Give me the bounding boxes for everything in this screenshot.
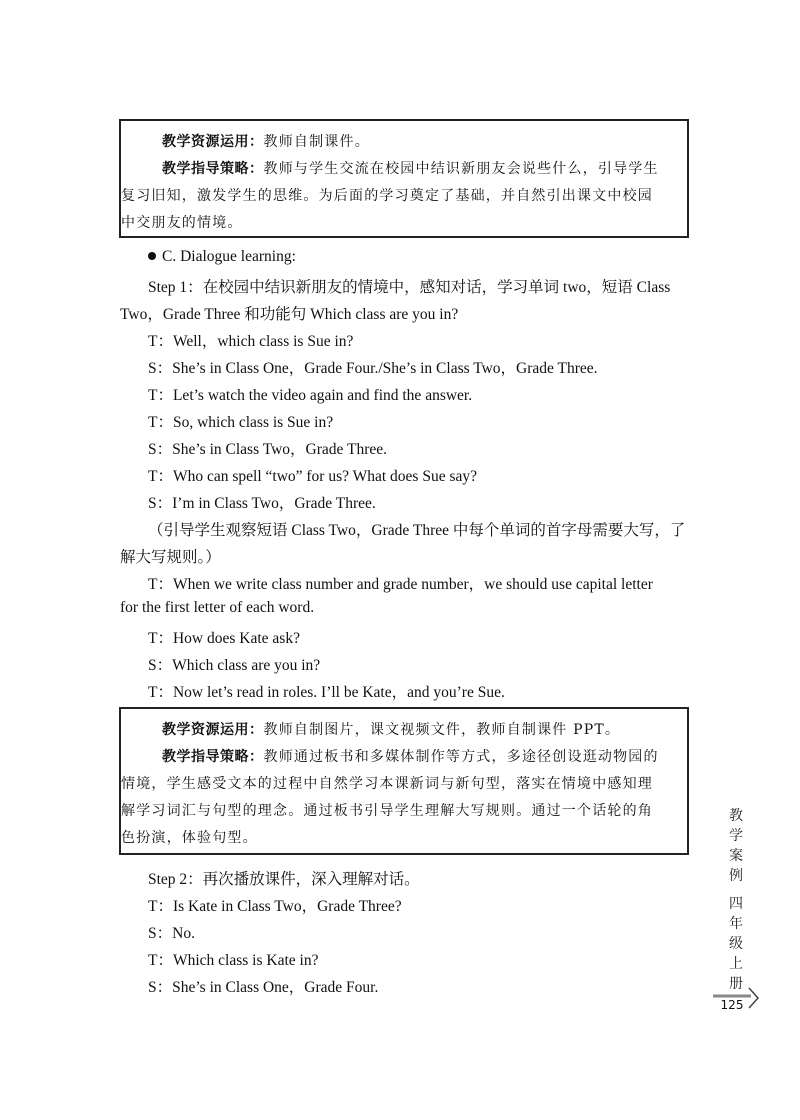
side-char: 学 (729, 828, 743, 844)
box2-text-strategy: 教师通过板书和多媒体制作等方式，多途径创设逛动物园的 (263, 749, 659, 765)
box2-lead-strategy: 教学指导策略： (162, 749, 264, 765)
box2-line-4: 解学习词汇与句型的理念。通过板书引导学生理解大写规则。通过一个话轮的角 (121, 803, 653, 819)
side-char: 上 (729, 956, 743, 972)
step1-line-2: Two，Grade Three 和功能句 Which class are you in? (120, 306, 459, 323)
box2-line-5: 色扮演，体验句型。 (121, 830, 258, 846)
box1-lead-strategy: 教学指导策略： (162, 161, 264, 177)
dialogue-line: S：She’s in Class One，Grade Four. (148, 979, 379, 996)
box1-line-3: 复习旧知，激发学生的思维。为后面的学习奠定了基础，并自然引出课文中校园 (121, 188, 653, 204)
dialogue-line: T：Let’s watch the video again and find the answer. (148, 387, 473, 404)
box1-line-4: 中交朋友的情境。 (121, 215, 243, 231)
step2-line: Step 2：再次播放课件，深入理解对话。 (148, 871, 420, 888)
box1-lead-resource: 教学资源运用： (162, 134, 264, 150)
side-char: 四 (729, 896, 743, 912)
note-line-2: 解大写规则。） (120, 549, 221, 566)
dialogue-line: S：She’s in Class One，Grade Four./She’s in Class Two，Grade Three. (148, 360, 598, 377)
side-label-section (724, 806, 748, 886)
section-c-heading (148, 248, 296, 266)
side-char: 案 (729, 848, 743, 864)
dialogue-line: T：Is Kate in Class Two，Grade Three? (148, 898, 402, 915)
box2-text-resource: 教师自制图片，课文视频文件，教师自制课件 PPT。 (263, 722, 621, 738)
dialogue-line: S：Which class are you in? (148, 657, 321, 674)
dialogue-line: T：So, which class is Sue in? (148, 414, 334, 431)
resource-box-2 (119, 707, 689, 855)
box1-line-2 (162, 158, 659, 178)
dialogue-line: T：Well，which class is Sue in? (148, 333, 354, 350)
dialogue-line: S：No. (148, 925, 195, 942)
section-c-label: C. Dialogue learning: (162, 248, 296, 265)
side-char: 年 (729, 916, 743, 932)
resource-box-1 (119, 119, 689, 238)
dialogue-line: T：How does Kate ask? (148, 630, 300, 647)
box1-line-1 (162, 131, 370, 151)
side-char: 例 (729, 868, 743, 884)
step1-line-1: Step 1：在校园中结识新朋友的情境中，感知对话，学习单词 two，短语 Class (148, 279, 671, 296)
box2-line-3: 情境，学生感受文本的过程中自然学习本课新词与新句型，落实在情境中感知理 (121, 776, 653, 792)
page-number: 125 (720, 998, 744, 1012)
dialogue-line: T：Now let’s read in roles. I’ll be Kate，and you’re Sue. (148, 684, 505, 701)
teacher-capital-line-1: T：When we write class number and grade number，we should use capital letter (148, 576, 653, 593)
box2-lead-resource: 教学资源运用： (162, 722, 264, 738)
side-char: 教 (729, 808, 743, 824)
dialogue-line: S：She’s in Class Two，Grade Three. (148, 441, 388, 458)
box2-line-2 (162, 746, 659, 766)
side-char: 级 (729, 936, 743, 952)
box1-text-strategy: 教师与学生交流在校园中结识新朋友会说些什么，引导学生 (263, 161, 659, 177)
dialogue-line: S：I’m in Class Two，Grade Three. (148, 495, 376, 512)
side-label-grade (724, 894, 748, 994)
side-char: 册 (729, 976, 743, 992)
box1-text-resource: 教师自制课件。 (263, 134, 370, 150)
note-line-1: （引导学生观察短语 Class Two，Grade Three 中每个单词的首字母需要大写，了 (148, 522, 686, 539)
box2-line-1 (162, 719, 620, 739)
dialogue-line: T：Which class is Kate in? (148, 952, 319, 969)
dialogue-line: T：Who can spell “two” for us? What does Sue say? (148, 468, 477, 485)
teacher-capital-line-2: for the first letter of each word. (120, 599, 315, 616)
bullet-icon (148, 252, 156, 260)
